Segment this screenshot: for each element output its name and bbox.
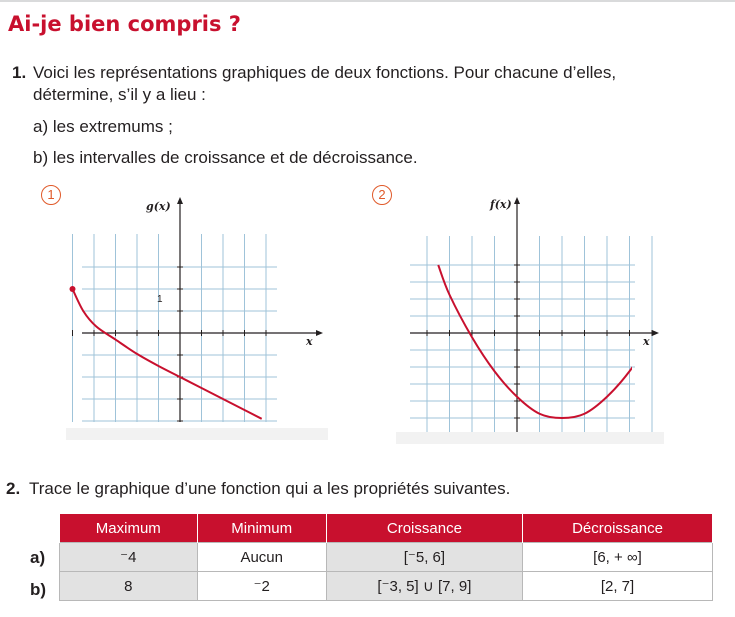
graph-1-x-label: x bbox=[306, 335, 313, 348]
question-1-item-b bbox=[33, 147, 418, 169]
graph-1-shadow bbox=[66, 428, 328, 440]
item-b-text: les intervalles de croissance et de décroissance. bbox=[52, 148, 418, 167]
graph-1-function-label: g(x) bbox=[146, 200, 171, 213]
question-1-line-1: Voici les représentations graphiques de deux fonctions. Pour chacune d’elles, bbox=[33, 63, 617, 82]
y-axis-arrow bbox=[514, 197, 520, 204]
cell-b-decroissance: [2, 7] bbox=[523, 572, 713, 601]
cell-b-maximum: 8 bbox=[60, 572, 198, 601]
row-a-label: a) bbox=[30, 548, 46, 567]
x-axis-arrow bbox=[652, 330, 659, 336]
item-a-letter: a) bbox=[33, 117, 49, 136]
question-2-text: Trace le graphique d’une fonction qui a les propriétés suivantes. bbox=[29, 479, 511, 498]
table-row bbox=[60, 543, 713, 572]
item-a-text: les extremums ; bbox=[52, 117, 173, 136]
table-row bbox=[60, 572, 713, 601]
cell-a-minimum: Aucun bbox=[197, 543, 326, 572]
graph-2-function-label: f(x) bbox=[490, 198, 512, 211]
y-axis-arrow bbox=[177, 197, 183, 204]
top-rule bbox=[0, 0, 735, 2]
graph-1-badge: 1 bbox=[41, 185, 61, 205]
cell-b-minimum: ⁻2 bbox=[197, 572, 326, 601]
question-2-number: 2. bbox=[6, 479, 21, 498]
cell-b-croissance: [⁻3, 5] ∪ [7, 9] bbox=[326, 572, 522, 601]
graph-1 bbox=[60, 188, 330, 443]
x-axis-arrow bbox=[316, 330, 323, 336]
question-1-item-a bbox=[33, 116, 173, 138]
properties-table bbox=[59, 514, 713, 601]
graph-2 bbox=[392, 188, 667, 446]
question-1-line-2: détermine, s’il y a lieu : bbox=[33, 85, 206, 104]
row-b-label: b) bbox=[30, 580, 47, 599]
graph-2-shadow bbox=[396, 432, 664, 444]
graph-2-x-label: x bbox=[643, 335, 650, 348]
section-title: Ai-je bien compris ? bbox=[8, 12, 241, 36]
header-decroissance: Décroissance bbox=[523, 514, 713, 543]
header-maximum: Maximum bbox=[60, 514, 198, 543]
header-minimum: Minimum bbox=[197, 514, 326, 543]
graph-1-tick-label: 1 bbox=[157, 294, 163, 305]
graph-2-badge: 2 bbox=[372, 185, 392, 205]
cell-a-croissance: [⁻5, 6] bbox=[326, 543, 522, 572]
table-header-row bbox=[60, 514, 713, 543]
header-croissance: Croissance bbox=[326, 514, 522, 543]
item-b-letter: b) bbox=[33, 148, 49, 167]
graph-1-start-point bbox=[70, 286, 76, 292]
cell-a-decroissance: [6, + ∞] bbox=[523, 543, 713, 572]
question-1-number: 1. bbox=[12, 63, 27, 82]
cell-a-maximum: ⁻4 bbox=[60, 543, 198, 572]
